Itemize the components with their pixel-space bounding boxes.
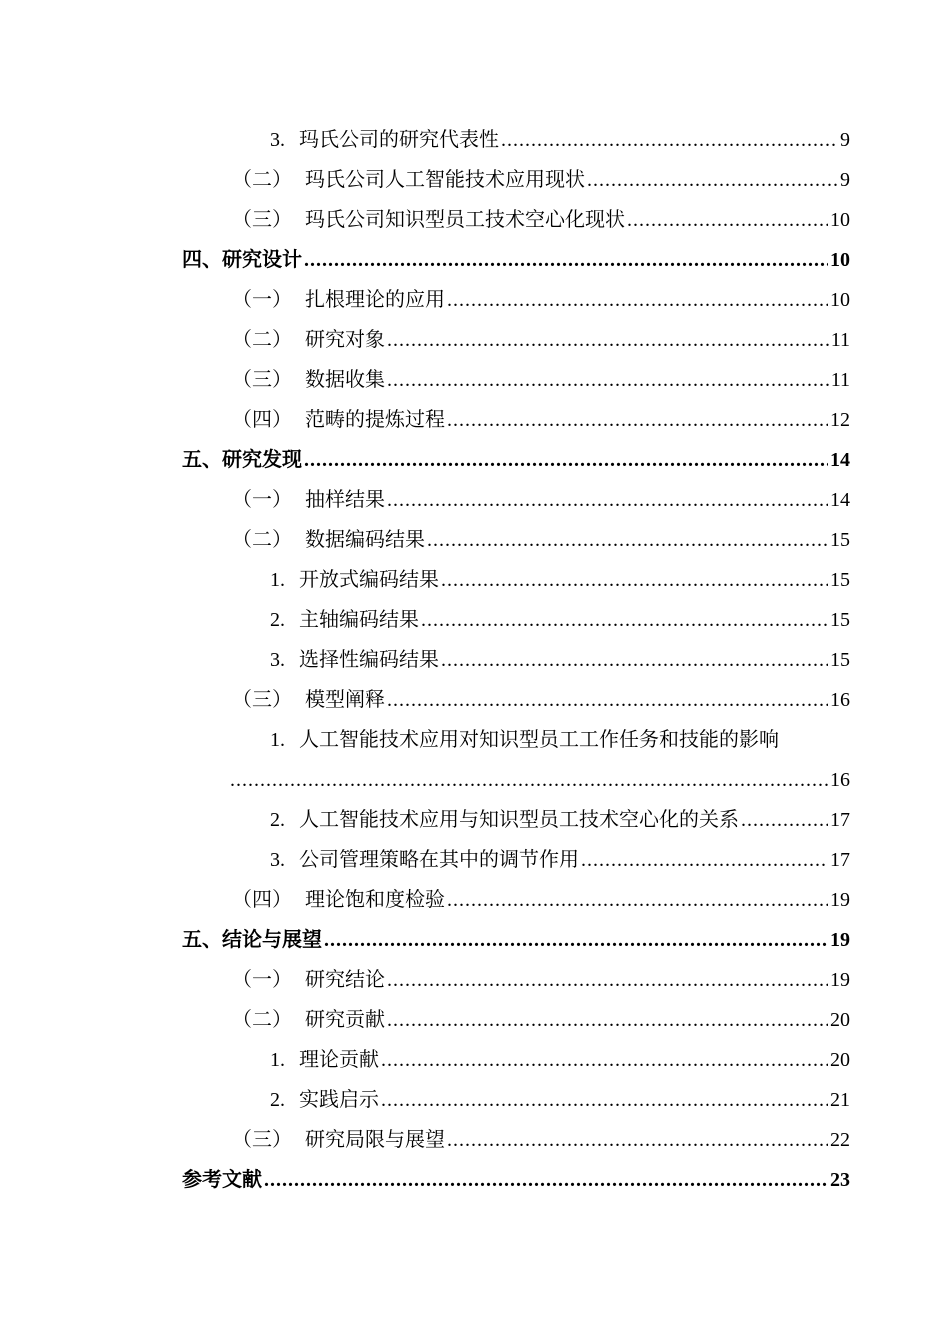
toc-entry-label	[232, 960, 385, 1000]
toc-entry-marker: 3.	[270, 129, 285, 151]
toc-entry-title: 扎根理论的应用	[305, 289, 445, 311]
toc-page-number: 12	[830, 409, 850, 431]
toc-entry-label	[232, 360, 385, 400]
toc-entry-label	[232, 480, 385, 520]
toc-entry-title: 人工智能技术应用对知识型员工工作任务和技能的影响	[299, 729, 779, 751]
toc-leader-dots	[441, 560, 828, 600]
toc-page-number: 9	[840, 129, 850, 151]
toc-leader-dots	[447, 400, 828, 440]
toc-entry-label	[232, 160, 585, 200]
toc-entry-label	[270, 800, 739, 840]
toc-entry-label	[182, 1160, 262, 1200]
toc-page-number: 19	[830, 969, 850, 991]
toc-entry-label	[232, 200, 625, 240]
toc-entry-title: 实践启示	[299, 1089, 379, 1111]
toc-leader-dots	[447, 1120, 828, 1160]
toc-entry-label	[270, 560, 439, 600]
toc-page-number: 15	[830, 609, 850, 631]
toc-entry	[0, 160, 950, 200]
toc-leader-dots	[447, 280, 828, 320]
toc-entry	[0, 640, 950, 680]
toc-entry-title: 数据收集	[305, 369, 385, 391]
toc-entry-marker: （四）	[232, 409, 292, 431]
toc-entry-marker: （三）	[232, 1129, 292, 1151]
toc-leader-dots	[501, 120, 838, 160]
toc-entry	[0, 480, 950, 520]
toc-page-number: 14	[830, 489, 850, 511]
toc-entry-marker: 2.	[270, 609, 285, 631]
toc-page-number: 16	[830, 769, 850, 791]
toc-entry-label	[270, 120, 499, 160]
toc-page-number: 9	[840, 169, 850, 191]
toc-leader-dots	[741, 800, 828, 840]
toc-entry-label	[232, 880, 445, 920]
toc-entry	[0, 680, 950, 720]
toc-entry	[0, 1080, 950, 1120]
toc-entry-label	[270, 840, 579, 880]
toc-entry-title: 研究结论	[305, 969, 385, 991]
toc-leader-dots	[324, 920, 828, 960]
toc-leader-dots	[441, 640, 828, 680]
toc-leader-dots	[387, 360, 829, 400]
toc-page-number: 20	[830, 1009, 850, 1031]
toc-entry-marker: 2.	[270, 809, 285, 831]
toc-page-number: 11	[830, 369, 850, 391]
toc-page-number: 10	[830, 249, 850, 271]
toc-entry-title: 理论饱和度检验	[305, 889, 445, 911]
toc-leader-dots	[587, 160, 838, 200]
toc-entry-label	[270, 640, 439, 680]
toc-entry-title: 玛氏公司知识型员工技术空心化现状	[305, 209, 625, 231]
toc-entry-label	[182, 920, 322, 960]
toc-entry-title: 五、研究发现	[182, 449, 302, 471]
toc-page-number: 14	[830, 449, 850, 471]
toc-entry-marker: （二）	[232, 529, 292, 551]
toc-leader-dots	[387, 680, 828, 720]
toc-entry-label	[232, 1120, 445, 1160]
toc-entry-label	[182, 240, 302, 280]
toc-entry-marker: （一）	[232, 289, 292, 311]
toc-entry-marker: 3.	[270, 849, 285, 871]
toc-entry	[0, 120, 950, 160]
toc-page-number: 20	[830, 1049, 850, 1071]
toc-entry-label	[270, 600, 419, 640]
toc-entry-title: 人工智能技术应用与知识型员工技术空心化的关系	[299, 809, 739, 831]
toc-entry	[0, 400, 950, 440]
toc-entry	[0, 880, 950, 920]
toc-entry-label	[232, 320, 385, 360]
toc-leader-dots	[387, 320, 829, 360]
toc-entry	[0, 1000, 950, 1040]
toc-entry-label	[232, 680, 385, 720]
toc-entry	[0, 1160, 950, 1200]
toc-page-number: 19	[830, 889, 850, 911]
toc-entry-marker: （一）	[232, 969, 292, 991]
toc-leader-dots	[581, 840, 828, 880]
toc-entry	[0, 320, 950, 360]
toc-entry-marker: （四）	[232, 889, 292, 911]
toc-entry-label	[270, 1040, 379, 1080]
toc-entry	[0, 600, 950, 640]
toc-entry-marker: 3.	[270, 649, 285, 671]
toc-entry-title: 玛氏公司的研究代表性	[299, 129, 499, 151]
toc-page-number: 21	[830, 1089, 850, 1111]
toc-entry-marker: （二）	[232, 1009, 292, 1031]
toc-entry-label	[232, 520, 425, 560]
toc-leader-dots	[387, 480, 828, 520]
toc-entry-marker: 1.	[270, 1049, 285, 1071]
toc-page-number: 22	[830, 1129, 850, 1151]
toc-page-number: 17	[830, 849, 850, 871]
toc-leader-dots	[304, 440, 828, 480]
toc-entry-title: 范畴的提炼过程	[305, 409, 445, 431]
toc-page-number: 15	[830, 569, 850, 591]
toc-page-number: 19	[830, 929, 850, 951]
toc-entry-title: 数据编码结果	[305, 529, 425, 551]
toc-leader-dots	[427, 520, 828, 560]
toc-entry-label	[270, 1080, 379, 1120]
toc-entry	[0, 560, 950, 600]
toc-entry-title: 研究局限与展望	[305, 1129, 445, 1151]
toc-entry-marker: 1.	[270, 569, 285, 591]
toc-entry	[0, 440, 950, 480]
toc-page-number: 11	[830, 329, 850, 351]
toc-entry-marker: 2.	[270, 1089, 285, 1111]
toc-entry	[0, 520, 950, 560]
toc-entry	[0, 1040, 950, 1080]
toc-leader-dots	[387, 960, 828, 1000]
toc-entry-continuation	[0, 760, 950, 800]
toc-leader-dots	[447, 880, 828, 920]
toc-leader-dots	[387, 1000, 828, 1040]
toc-entry-marker: （二）	[232, 329, 292, 351]
toc-page-number: 16	[830, 689, 850, 711]
toc-entry	[0, 360, 950, 400]
toc-leader-dots	[421, 600, 828, 640]
toc-entry-title: 开放式编码结果	[299, 569, 439, 591]
toc-entry-label	[232, 1000, 385, 1040]
toc-leader-dots	[381, 1080, 828, 1120]
toc-page-number: 17	[830, 809, 850, 831]
toc-entry-marker: （三）	[232, 689, 292, 711]
toc-leader-dots	[627, 200, 828, 240]
toc-entry-marker: （三）	[232, 209, 292, 231]
toc-leader-dots	[230, 760, 828, 800]
toc-entry	[0, 960, 950, 1000]
toc-entry	[0, 800, 950, 840]
toc-entry-marker: （三）	[232, 369, 292, 391]
toc-entry-title: 理论贡献	[299, 1049, 379, 1071]
toc-entry-title: 研究贡献	[305, 1009, 385, 1031]
toc-page-number: 15	[830, 529, 850, 551]
toc-leader-dots	[304, 240, 828, 280]
toc-entry-title: 主轴编码结果	[299, 609, 419, 631]
toc-page-number: 23	[830, 1169, 850, 1191]
toc-entry-title: 五、结论与展望	[182, 929, 322, 951]
toc-entry-line	[0, 720, 950, 760]
toc-entry-title: 研究对象	[305, 329, 385, 351]
toc-entry	[0, 240, 950, 280]
toc-page-number: 10	[830, 289, 850, 311]
toc-entry-title: 抽样结果	[305, 489, 385, 511]
toc-leader-dots	[264, 1160, 828, 1200]
toc-page-number: 15	[830, 649, 850, 671]
toc-entry-marker: （一）	[232, 489, 292, 511]
toc-entry-title: 模型阐释	[305, 689, 385, 711]
toc-entry	[0, 920, 950, 960]
toc-entry-title: 四、研究设计	[182, 249, 302, 271]
table-of-contents	[0, 120, 950, 1200]
toc-leader-dots	[381, 1040, 828, 1080]
toc-entry-label	[182, 440, 302, 480]
toc-entry-title: 参考文献	[182, 1169, 262, 1191]
toc-entry	[0, 280, 950, 320]
toc-page-number: 10	[830, 209, 850, 231]
toc-entry	[0, 1120, 950, 1160]
toc-entry-title: 选择性编码结果	[299, 649, 439, 671]
toc-entry-title: 玛氏公司人工智能技术应用现状	[305, 169, 585, 191]
toc-entry-marker: 1.	[270, 729, 285, 751]
toc-entry	[0, 200, 950, 240]
toc-entry	[0, 840, 950, 880]
toc-entry-label	[232, 280, 445, 320]
toc-entry-title: 公司管理策略在其中的调节作用	[299, 849, 579, 871]
toc-entry-marker: （二）	[232, 169, 292, 191]
toc-entry-label	[232, 400, 445, 440]
